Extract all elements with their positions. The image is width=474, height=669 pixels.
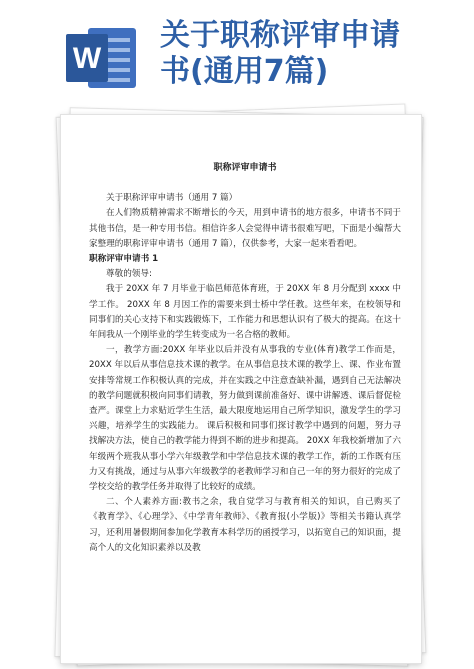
page-title-line-2: 书(通用7篇) — [160, 54, 329, 89]
body-paragraph: 我于 20XX 年 7 月毕业于临邑师范体育班，于 20XX 年 8 月分配到 xxxx 中学工作。 20XX 年 8 月因工作的需要来到士桥中学任教。这些年来，在校领导和同事们的关心支持下和实践锻炼下，工作能力和思想认识有了极大的提高。在这十年间我从一个刚毕业的学生转变成为一名合格的教师。 — [89, 284, 401, 341]
body-paragraph: 一，教学方面:20XX 年毕业以后并没有从事我的专业(体育)教学工作而是，20XX 年以后从事信息技术课的教学。在从事信息技术课的教学上、课、作业布置安排等常规工作积极认真的完成，并在实践之中注意查缺补漏，遇到自己无法解决的教学问题就积极向同事们请教，努力做到课前准备好、课中讲解透、课后督促检查严。课堂上力求贴近学生生活，最大限度地运用自己所学知识，激发学生的学习兴趣，培养学生的实践能力。 课后积极和同事们探讨教学中遇到的问题，努力寻找解决方法，使自己的教学能力得到不断的进步和提高。 20XX 年我校新增加了六年级两个班我从事小学六年级教学和中学信息技术课的教学工作，新的工作既有压力又有挑战，通过与从事六年级教学的老教师学习和自己一年的努力很好的完成了学校交给的教学任务并取得了比较好的成绩。 — [89, 345, 401, 493]
word-document-icon — [62, 20, 142, 96]
body-paragraph: 二、个人素养方面:教书之余，我自觉学习与教育相关的知识，自己购买了《教育学》、《心理学》、《中学青年教师》、《教育报(小学版)》等相关书籍认真学习，还利用暑假期间参加化学教育本科学历的函授学习，以拓宽自己的知识面，提高个人的文化知识素养以及教 — [89, 497, 401, 553]
intro-paragraph: 在人们物质精神需求不断增长的今天，用到申请书的地方很多，申请书不同于其他书信，是一种专用书信。相信许多人会觉得申请书很难写吧，下面是小编帮大家整理的职称评审申请书（通用 7 篇），仅供参考，大家一起来看看吧。 — [89, 208, 401, 249]
document-page — [60, 114, 422, 664]
document-title: 职称评审申请书 — [213, 163, 277, 173]
page-title — [160, 18, 400, 90]
document-subtitle: 关于职称评审申请书（通用 7 篇） — [106, 193, 238, 204]
page-title-line-1: 关于职称评审申请 — [160, 18, 400, 53]
document-preview — [52, 110, 428, 662]
section-heading: 职称评审申请书 1 — [89, 254, 159, 265]
document-content — [89, 161, 401, 556]
word-logo-letter: W — [72, 42, 102, 75]
salutation: 尊敬的领导: — [106, 269, 152, 280]
header — [0, 0, 474, 120]
